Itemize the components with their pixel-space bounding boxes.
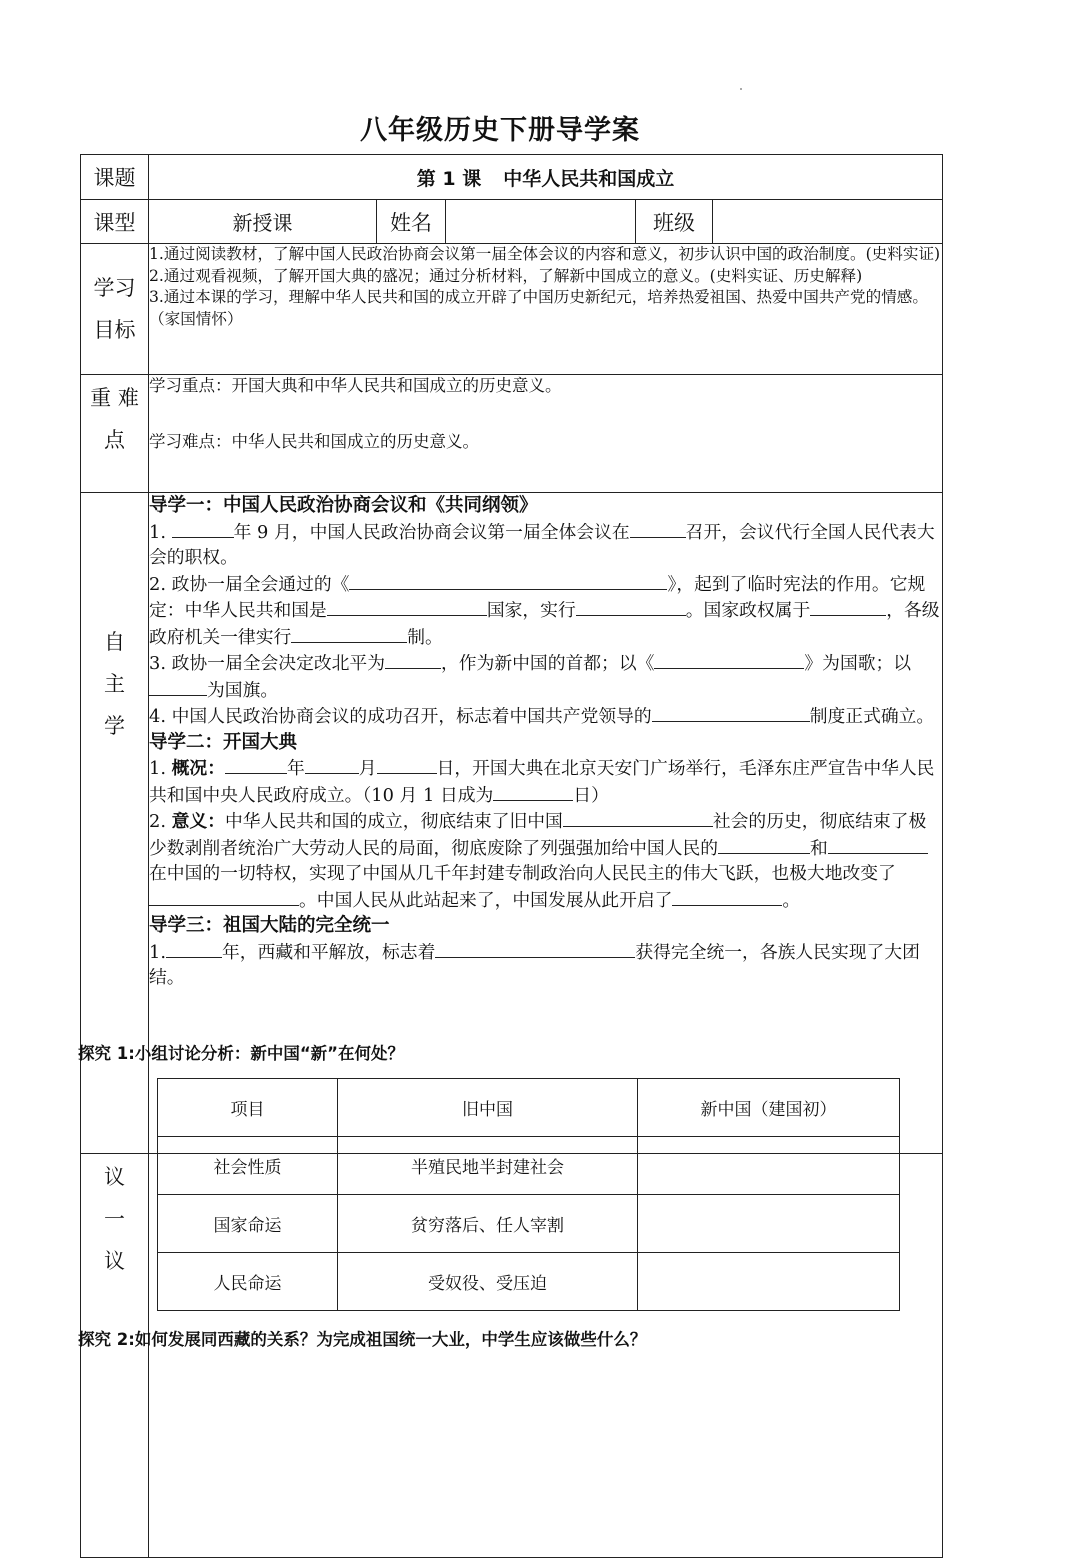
discussion-label: 议 一 议 — [81, 1154, 149, 1558]
objective-item: 3.通过本课的学习，理解中华人民共和国的成立开辟了中国历史新纪元，培养热爱祖国、热爱中国共产党的情感。（家国情怀） — [149, 288, 928, 328]
blank[interactable] — [327, 597, 487, 616]
comparison-table — [157, 1078, 900, 1311]
new-china-cell[interactable] — [638, 1195, 900, 1253]
blank[interactable] — [672, 887, 782, 906]
blank[interactable] — [149, 677, 207, 696]
course-title — [149, 155, 943, 200]
objective-item: 2.通过观看视频，了解开国大典的盛况；通过分析材料，了解新中国成立的意义。(史料实证、历史解释) — [149, 266, 863, 285]
blank[interactable] — [149, 887, 299, 906]
objectives-list — [149, 244, 943, 375]
item-cell: 国家命运 — [158, 1195, 338, 1253]
new-china-cell[interactable] — [638, 1253, 900, 1311]
page-title: 八年级历史下册导学案 — [360, 115, 640, 146]
name-label: 姓名 — [377, 200, 446, 244]
comparison-row — [158, 1253, 900, 1311]
blank[interactable] — [828, 835, 928, 854]
fill-item: 4. 中国人民政治协商会议的成功召开，标志着中国共产党领导的 制度正式确立。 — [149, 703, 942, 730]
class-field[interactable] — [713, 200, 943, 244]
blank[interactable] — [576, 597, 686, 616]
new-china-cell[interactable] — [638, 1137, 900, 1195]
fill-item: 1. 年，西藏和平解放，标志着 获得完全统一，各族人民实现了大团结。 — [149, 939, 942, 991]
self-study-label: 自 主 学 — [81, 493, 149, 1154]
item-cell: 社会性质 — [158, 1137, 338, 1195]
key-points-label: 重 难 点 — [81, 375, 149, 493]
item-cell: 人民命运 — [158, 1253, 338, 1311]
blank[interactable] — [630, 519, 686, 538]
fill-item: 2. 政协一届全会通过的《 》，起到了临时宪法的作用。它规定：中华人民共和国是 国家，实行 。国家政权属于 ，各级政府机关一律实行 制。 — [149, 571, 942, 651]
blank[interactable] — [385, 650, 441, 669]
inquiry-1-prompt: 探究 1:小组讨论分析：新中国“新”在何处？ — [78, 1044, 405, 1063]
name-field[interactable] — [446, 200, 636, 244]
blank[interactable] — [377, 755, 437, 774]
class-label: 班级 — [636, 200, 713, 244]
topic-label: 课题 — [81, 155, 149, 200]
course-name: 中华人民共和国成立 — [503, 167, 675, 190]
blank[interactable] — [652, 703, 810, 722]
type-label: 课型 — [81, 200, 149, 244]
key-point: 学习重点：开国大典和中华人民共和国成立的历史意义。 — [149, 376, 562, 395]
blank[interactable] — [172, 519, 234, 538]
blank[interactable] — [166, 939, 222, 958]
old-china-cell: 贫穷落后、任人宰割 — [338, 1195, 638, 1253]
row-topic — [81, 155, 943, 200]
blank[interactable] — [563, 808, 713, 827]
comparison-row — [158, 1137, 900, 1195]
blank[interactable] — [718, 835, 810, 854]
key-points — [149, 375, 943, 493]
row-objectives — [81, 244, 943, 375]
section-heading: 导学一：中国人民政治协商会议和《共同纲领》 — [149, 495, 538, 516]
old-china-cell: 受奴役、受压迫 — [338, 1253, 638, 1311]
comparison-header — [158, 1079, 900, 1137]
section-heading: 导学二：开国大典 — [149, 731, 298, 753]
scan-speck — [740, 88, 742, 90]
blank[interactable] — [305, 755, 359, 774]
comparison-row — [158, 1195, 900, 1253]
blank[interactable] — [654, 650, 804, 669]
objective-item: 1.通过阅读教材，了解中国人民政治协商会议第一届全体会议的内容和意义，初步认识中国的政治制度。(史料实证) — [149, 245, 941, 263]
section-heading: 导学三：祖国大陆的完全统一 — [149, 915, 390, 936]
fill-item: 1. 概况： 年 月 日，开国大典在北京天安门广场举行，毛泽东庄严宣告中华人民共和国中央人民政府成立。（10 月 1 日成为 日） — [149, 755, 942, 808]
header-cell: 旧中国 — [338, 1079, 638, 1137]
row-type — [81, 200, 943, 244]
difficult-point: 学习难点：中华人民共和国成立的历史意义。 — [149, 432, 479, 451]
course-number: 第 1 课 — [416, 167, 482, 190]
blank[interactable] — [225, 755, 287, 774]
blank[interactable] — [349, 571, 667, 590]
row-key-points — [81, 375, 943, 493]
blank[interactable] — [810, 597, 886, 616]
blank[interactable] — [435, 939, 635, 958]
fill-item: 2. 意义：中华人民共和国的成立，彻底结束了旧中国 社会的历史，彻底结束了极少数剥削者统治广大劳动人民的局面，彻底废除了列强强加给中国人民的 和在中国的一切特权，实现了中国从几千年封建专制政治向人民民主的伟大飞跃，也极大地改变了。中国人民从此站起来了，中国发展从此开启了 。 — [149, 808, 942, 913]
type-value: 新授课 — [149, 200, 377, 244]
fill-item: 3. 政协一届全会决定改北平为 ，作为新中国的首都；以《 》为国歌；以为国旗。 — [149, 650, 942, 703]
blank[interactable] — [291, 624, 407, 643]
header-cell: 新中国（建国初） — [638, 1079, 900, 1137]
header-cell: 项目 — [158, 1079, 338, 1137]
old-china-cell: 半殖民地半封建社会 — [338, 1137, 638, 1195]
inquiry-2-prompt: 探究 2:如何发展同西藏的关系？为完成祖国统一大业，中学生应该做些什么？ — [78, 1330, 647, 1349]
fill-item: 1. 年 9 月，中国人民政治协商会议第一届全体会议在 召开，会议代行全国人民代表大会的职权。 — [149, 519, 942, 571]
objectives-label: 学习 目标 — [81, 244, 149, 375]
blank[interactable] — [493, 782, 573, 801]
